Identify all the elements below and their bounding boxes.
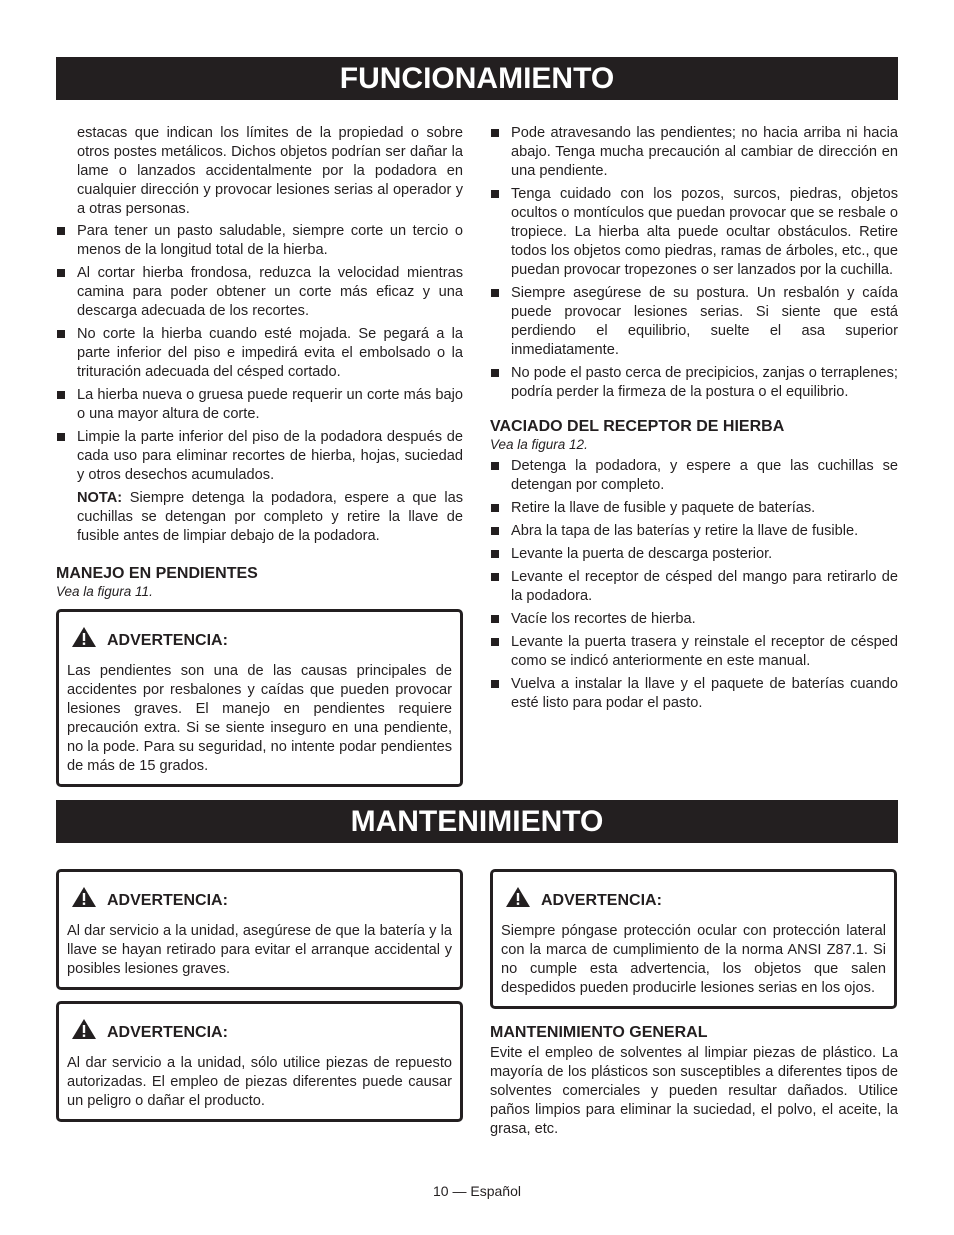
list-item: No corte la hierba cuando esté mojada. Se pegará a la parte inferior del piso e impedirá evita el embolsado o la trituración adecuada del césped cortado. (56, 325, 463, 382)
warning-triangle-icon (71, 1018, 97, 1046)
note-text: Siempre detenga la podadora, espere a que las cuchillas se detengan por completo y retire la llave de fusible antes de limpiar debajo de la podadora. (77, 490, 463, 544)
empty-figure-ref: Vea la figura 12. (490, 437, 588, 452)
warning-text: Al dar servicio a la unidad, asegúrese de que la batería y la llave se hayan retirado para evitar el arranque accidental y posibles lesiones graves. (67, 923, 452, 977)
note-paragraph (56, 489, 463, 546)
list-item: No pode el pasto cerca de precipicios, zanjas o terraplenes; podría perder la firmeza de la postura o el equilibrio. (490, 364, 898, 402)
list-item: Detenga la podadora, y espere a que las cuchillas se detengan por completo. (490, 457, 898, 495)
parts-warning-box (56, 1001, 463, 1122)
list-item: Limpie la parte inferior del piso de la podadora después de cada uso para eliminar recortes de hierba, hojas, suciedad y otros desechos acumulados. (56, 428, 463, 485)
list-item: Pode atravesando las pendientes; no hacia arriba ni hacia abajo. Tenga mucha precaución al cambiar de dirección en una pendiente. (490, 124, 898, 181)
list-item: Vuelva a instalar la llave y el paquete de baterías cuando esté listo para podar el pasto. (490, 675, 898, 713)
list-item: Levante el receptor de césped del mango para retirarlo de la podadora. (490, 568, 898, 606)
warning-triangle-icon (505, 886, 531, 914)
battery-warning-box (56, 869, 463, 990)
maintenance-left-column (56, 869, 463, 1122)
list-item: Abra la tapa de las baterías y retire la llave de fusible. (490, 522, 898, 541)
note-label: NOTA: (77, 490, 123, 506)
list-item: Levante la puerta trasera y reinstale el receptor de césped como se indicó anteriormente en este manual. (490, 633, 898, 671)
list-item: Siempre asegúrese de su postura. Un resbalón y caída puede provocar lesiones serias. Si siente que está perdiendo el equilibrio, suelte el asa superior inmediatamente. (490, 284, 898, 360)
maintenance-right-column (490, 869, 898, 1139)
warning-triangle-icon (71, 626, 97, 654)
warning-title: ADVERTENCIA: (107, 1023, 228, 1041)
list-item: Al cortar hierba frondosa, reduzca la velocidad mientras camina para poder obtener un corte más eficaz y una descarga adecuada de los recortes. (56, 264, 463, 321)
warning-title: ADVERTENCIA: (107, 891, 228, 909)
section-title-mantenimiento: MANTENIMIENTO (56, 800, 898, 843)
mowing-tips-list (56, 222, 463, 485)
list-item: Retire la llave de fusible y paquete de baterías. (490, 499, 898, 518)
general-maintenance-heading: MANTENIMIENTO GENERAL (490, 1024, 708, 1041)
warning-triangle-icon (71, 886, 97, 914)
warning-text: Las pendientes son una de las causas principales de accidentes por resbalones y caídas que pueden provocar lesiones graves. El manejo en pendientes requiere precaución extra. Si se siente inseguro en una pendiente, no la pode. Para su seguridad, no intente podar pendientes de más de 15 grados. (67, 663, 452, 774)
warning-text: Siempre póngase protección ocular con protección lateral con la marca de cumplimiento de la norma ANSI Z87.1. Si no cumple esta advertencia, los objetos que salen despedidos pueden producirle lesiones serias en los ojos. (501, 923, 886, 996)
warning-title: ADVERTENCIA: (541, 891, 662, 909)
general-maintenance-text: Evite el empleo de solventes al limpiar piezas de plástico. La mayoría de los plásticos son susceptibles a diferentes tipos de solventes comerciales y pueden resultar dañados. Utilice paños limpios para eliminar la suciedad, el polvo, el aceite, la grasa, etc. (490, 1045, 898, 1137)
list-item: Tenga cuidado con los pozos, surcos, piedras, objetos ocultos o montículos que puedan provocar que se resbale o tropiece. La hierba alta puede ocultar obstáculos. Retire todos los objetos como piedras, ramas de árboles, etc., que puedan provocar tropezones o ser lanzados por la cuchilla. (490, 185, 898, 280)
empty-receptor-heading: VACIADO DEL RECEPTOR DE HIERBA (490, 418, 785, 435)
list-item: La hierba nueva o gruesa puede requerir un corte más bajo o una mayor altura de corte. (56, 386, 463, 424)
operation-left-column (56, 124, 463, 787)
empty-steps-list (490, 457, 898, 713)
continued-paragraph: estacas que indican los límites de la propiedad o sobre otros postes metálicos. Dichos objetos podrían ser dañar la lame o lanzados accidentalmente por la podadora en cualquier dirección y provocar lesiones serias al operador y a otras personas. (77, 125, 463, 217)
slopes-figure-ref: Vea la figura 11. (56, 584, 153, 599)
warning-text: Al dar servicio a la unidad, sólo utilice piezas de repuesto autorizadas. El empleo de piezas diferentes puede causar un peligro o dañar el producto. (67, 1055, 452, 1109)
operation-right-column (490, 124, 898, 717)
slope-tips-list (490, 124, 898, 402)
list-item: Levante la puerta de descarga posterior. (490, 545, 898, 564)
section-title-funcionamiento: FUNCIONAMIENTO (56, 57, 898, 100)
list-item: Vacíe los recortes de hierba. (490, 610, 898, 629)
list-item: Para tener un pasto saludable, siempre corte un tercio o menos de la longitud total de la hierba. (56, 222, 463, 260)
warning-title: ADVERTENCIA: (107, 631, 228, 649)
page-footer: 10 — Español (433, 1183, 521, 1199)
eye-protection-warning-box (490, 869, 897, 1009)
slopes-warning-box (56, 609, 463, 787)
slopes-heading: MANEJO EN PENDIENTES (56, 565, 258, 582)
